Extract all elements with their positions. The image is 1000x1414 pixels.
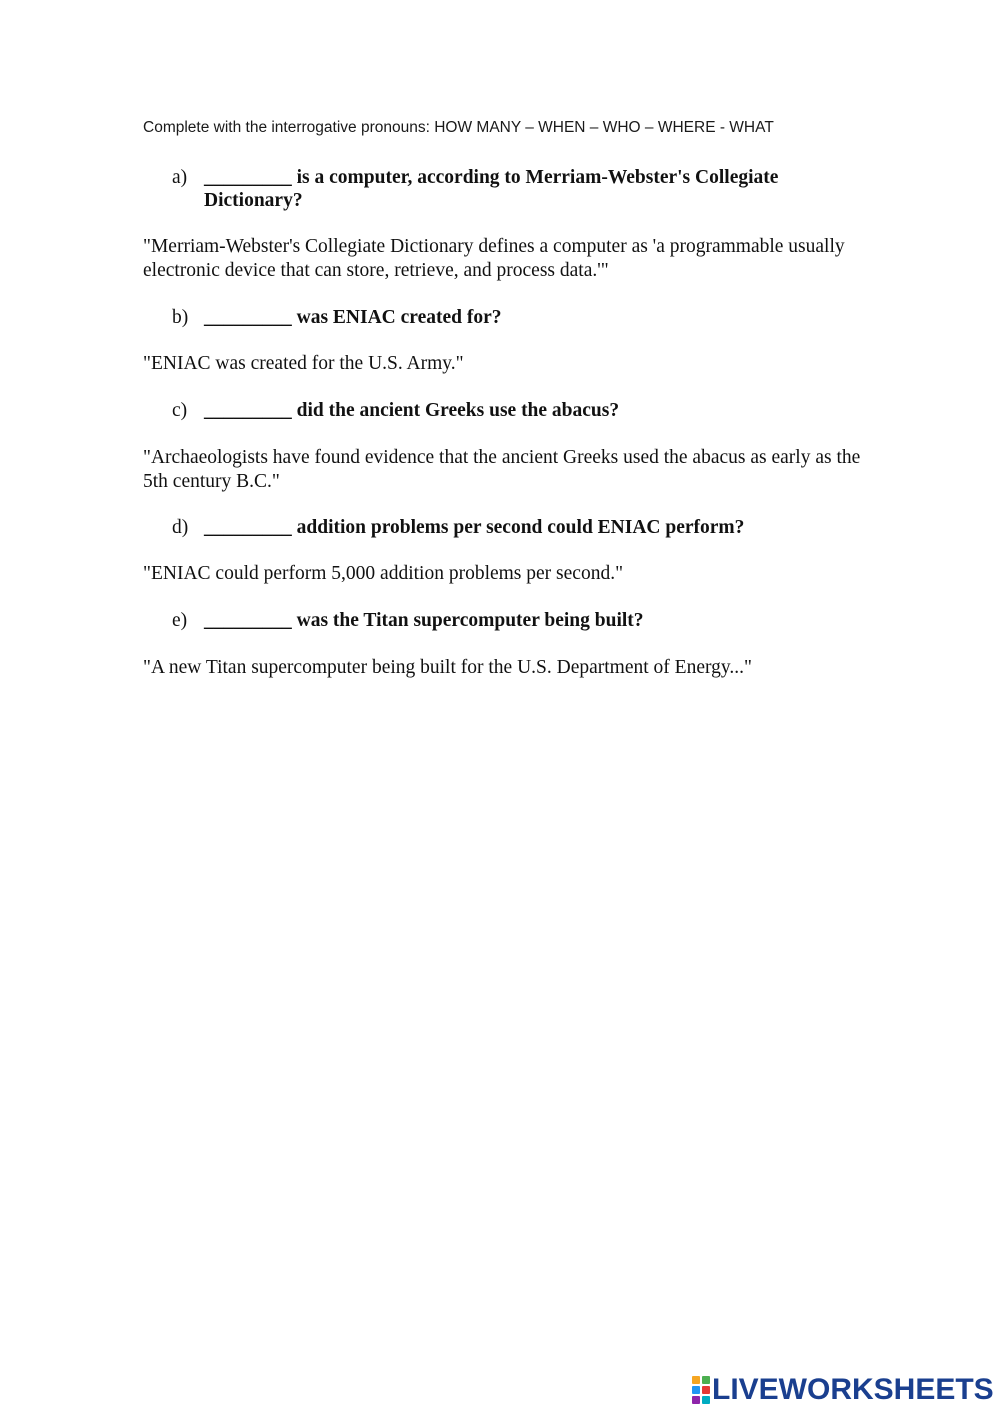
question-letter: a) bbox=[172, 167, 188, 188]
liveworksheets-logo-icon bbox=[692, 1376, 710, 1404]
logo-text: LIVEWORKSHEETS bbox=[712, 1373, 994, 1406]
logo-tile bbox=[702, 1396, 710, 1404]
question-body: did the ancient Greeks use the abacus? bbox=[291, 400, 620, 421]
logo-tile bbox=[692, 1376, 700, 1384]
question-d bbox=[172, 516, 832, 539]
question-body: is a computer, according to Merriam-Webster's Collegiate Dictionary? bbox=[204, 167, 779, 211]
answer-blank[interactable]: _________ bbox=[204, 307, 292, 328]
question-letter: d) bbox=[172, 517, 189, 538]
question-b bbox=[172, 306, 832, 329]
logo-tile bbox=[702, 1386, 710, 1394]
question-body: was ENIAC created for? bbox=[291, 307, 502, 328]
logo-tile bbox=[692, 1396, 700, 1404]
answer-blank[interactable]: _________ bbox=[204, 517, 292, 538]
answer-blank[interactable]: _________ bbox=[204, 400, 292, 421]
question-c bbox=[172, 399, 832, 422]
question-text bbox=[204, 306, 502, 329]
question-letter: c) bbox=[172, 400, 188, 421]
answer-a: "Merriam-Webster's Collegiate Dictionary defines a computer as 'a programmable usually electronic device that can store, retrieve, and process data.'" bbox=[143, 236, 845, 281]
question-letter: b) bbox=[172, 307, 189, 328]
question-text bbox=[204, 516, 744, 539]
question-body: addition problems per second could ENIAC perform? bbox=[291, 517, 745, 538]
liveworksheets-logo[interactable] bbox=[692, 1374, 994, 1406]
instruction-text: Complete with the interrogative pronouns: HOW MANY – WHEN – WHO – WHERE - WHAT bbox=[143, 119, 774, 136]
question-body: was the Titan supercomputer being built? bbox=[291, 610, 644, 631]
answer-d: "ENIAC could perform 5,000 addition problems per second." bbox=[143, 563, 624, 584]
question-a bbox=[172, 166, 832, 212]
question-text bbox=[204, 609, 644, 632]
answer-blank[interactable]: _________ bbox=[204, 610, 292, 631]
logo-tile bbox=[692, 1386, 700, 1394]
logo-tile bbox=[702, 1376, 710, 1384]
question-letter: e) bbox=[172, 610, 188, 631]
question-text bbox=[204, 399, 619, 422]
answer-b: "ENIAC was created for the U.S. Army." bbox=[143, 353, 464, 374]
answer-c: "Archaeologists have found evidence that the ancient Greeks used the abacus as early as the 5th century B.C." bbox=[143, 447, 861, 492]
answer-blank[interactable]: _________ bbox=[204, 167, 292, 188]
question-text bbox=[204, 166, 832, 212]
answer-e: "A new Titan supercomputer being built for the U.S. Department of Energy..." bbox=[143, 657, 752, 678]
question-e bbox=[172, 609, 832, 632]
